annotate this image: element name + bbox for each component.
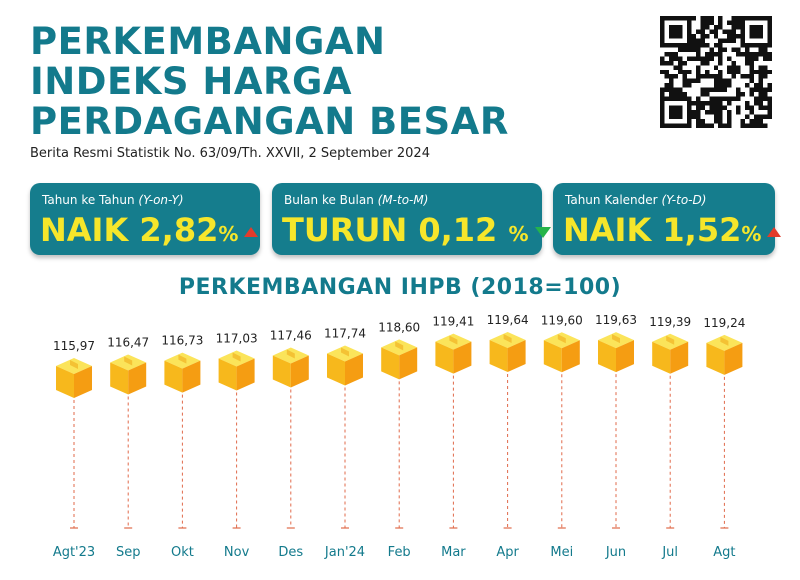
card-yoy-label-italic: (Y-on-Y) xyxy=(138,193,184,207)
x-tick-label: Jan'24 xyxy=(324,545,366,560)
data-label: 119,63 xyxy=(595,313,637,328)
x-tick-label: Mei xyxy=(550,545,574,560)
card-ytd-label: Tahun Kalender xyxy=(565,193,658,207)
box-icon xyxy=(652,334,688,374)
trend-up-icon xyxy=(767,227,781,237)
data-label: 119,64 xyxy=(486,313,529,327)
box-icon xyxy=(544,332,580,372)
data-label: 117,03 xyxy=(215,331,258,346)
box-icon xyxy=(164,353,200,393)
box-icon xyxy=(273,347,309,387)
x-tick-label: Agt'23 xyxy=(52,545,96,560)
trend-down-icon xyxy=(535,227,551,238)
card-mtm-label-italic: (M-to-M) xyxy=(377,193,429,207)
data-label: 117,46 xyxy=(269,328,312,343)
box-icon xyxy=(706,335,742,375)
x-tick-label: Sep xyxy=(115,545,141,560)
x-tick-label: Des xyxy=(278,545,304,560)
page-title xyxy=(30,22,509,142)
box-icon xyxy=(327,345,363,385)
title-line-3: PERDAGANGAN BESAR xyxy=(30,100,509,143)
x-tick-label: Nov xyxy=(223,545,250,560)
box-icon xyxy=(435,334,471,374)
card-mtm-label: Bulan ke Bulan xyxy=(284,193,374,207)
x-tick-label: Apr xyxy=(496,545,519,560)
card-yoy-value: NAIK 2,82 xyxy=(40,211,219,249)
x-tick-label: Okt xyxy=(170,545,194,560)
card-ytd-value: NAIK 1,52 xyxy=(563,211,742,249)
card-mtm xyxy=(272,183,542,255)
data-label: 116,47 xyxy=(107,335,150,350)
x-tick-label: Mar xyxy=(441,545,466,560)
title-line-1: PERKEMBANGAN xyxy=(30,20,386,63)
box-icon xyxy=(56,358,92,398)
x-tick-label: Jun xyxy=(605,545,627,560)
data-label: 119,60 xyxy=(540,313,583,328)
data-label: 119,39 xyxy=(649,314,692,329)
card-mtm-unit: % xyxy=(508,222,529,246)
card-ytd-unit: % xyxy=(741,222,762,246)
qr-code-icon[interactable] xyxy=(660,16,772,128)
trend-up-icon xyxy=(244,227,258,237)
card-mtm-value: TURUN 0,12 xyxy=(282,211,498,249)
card-yoy-label: Tahun ke Tahun xyxy=(42,193,135,207)
data-label: 115,97 xyxy=(53,339,95,353)
chart-title: PERKEMBANGAN IHPB (2018=100) xyxy=(178,275,622,300)
ihpb-chart xyxy=(0,300,800,580)
data-label: 119,24 xyxy=(703,315,746,330)
card-ytd xyxy=(553,183,775,255)
box-icon xyxy=(381,339,417,379)
title-line-2: INDEKS HARGA xyxy=(30,60,353,103)
x-tick-label: Agt xyxy=(713,545,736,560)
box-icon xyxy=(219,350,255,390)
release-subtitle: Berita Resmi Statistik No. 63/09/Th. XXVII, 2 September 2024 xyxy=(30,146,430,161)
data-label: 118,60 xyxy=(378,320,421,335)
x-tick-label: Jul xyxy=(662,545,679,560)
card-ytd-label-italic: (Y-to-D) xyxy=(661,193,707,207)
box-icon xyxy=(110,354,146,394)
card-yoy xyxy=(30,183,260,255)
box-icon xyxy=(490,332,526,372)
box-icon xyxy=(598,332,634,372)
card-yoy-unit: % xyxy=(218,222,239,246)
data-label: 116,73 xyxy=(161,333,204,348)
x-tick-label: Feb xyxy=(387,545,411,560)
data-label: 117,74 xyxy=(324,326,366,341)
data-label: 119,41 xyxy=(432,314,475,329)
